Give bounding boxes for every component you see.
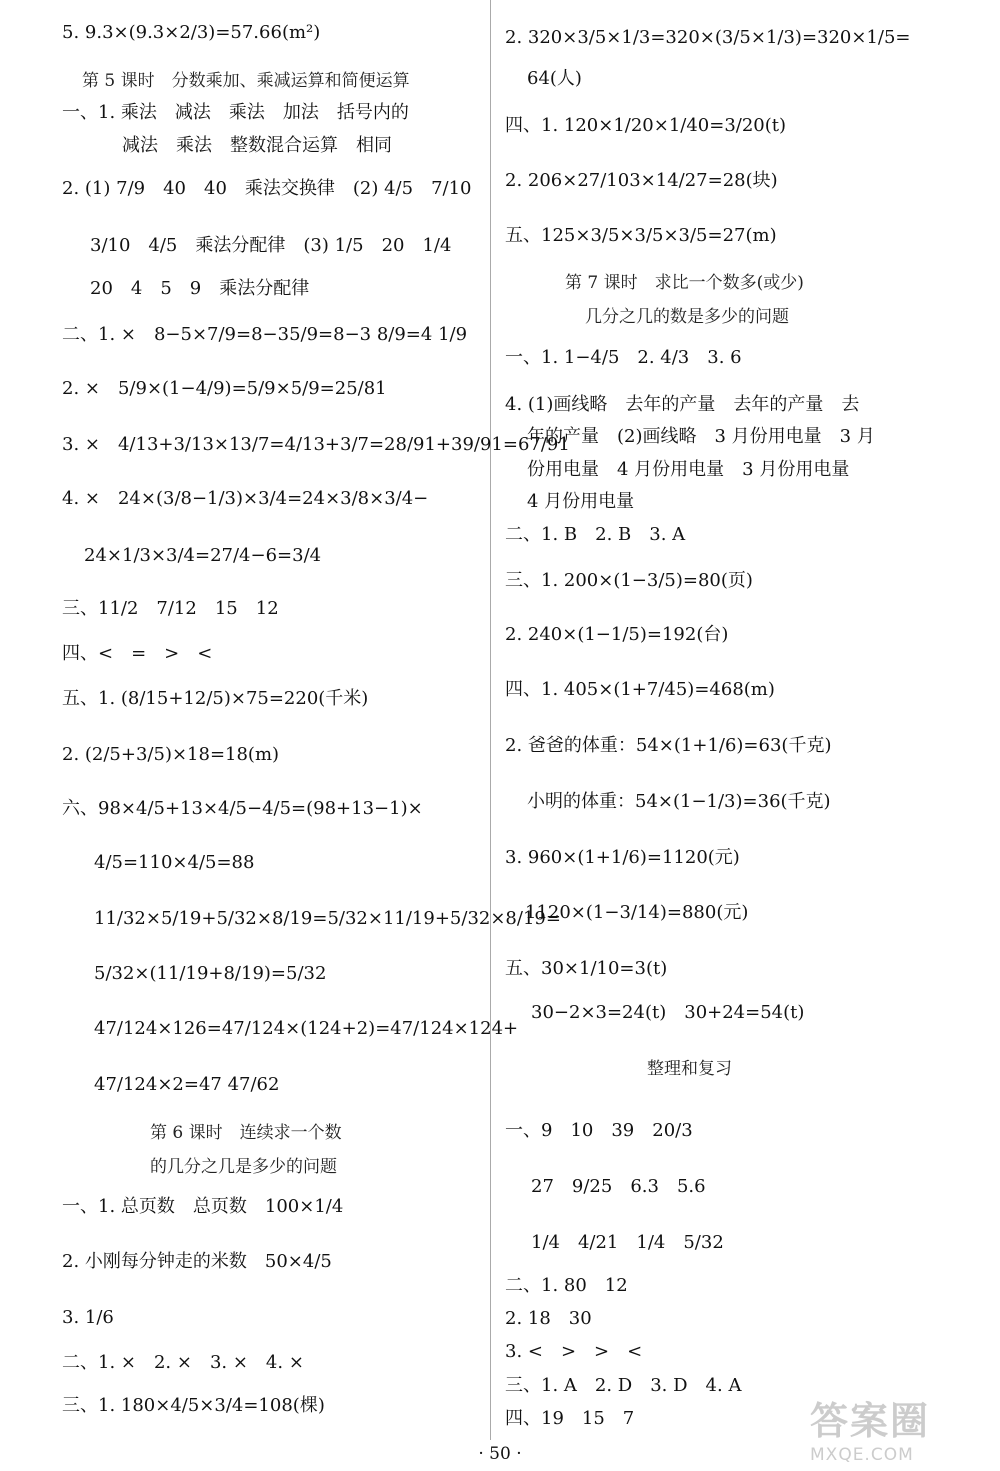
- answer-line: 二、1. × 8−5×7/9=8−35/9=8−3 8/9=4 1/9: [62, 324, 468, 345]
- watermark-logo: [810, 1390, 990, 1465]
- answer-line: 27 9/25 6.3 5.6: [531, 1176, 706, 1197]
- answer-line: 4/5=110×4/5=88: [94, 852, 255, 873]
- section-heading: 的几分之几是多少的问题: [150, 1157, 337, 1177]
- answer-line: 11/32×5/19+5/32×8/19=5/32×11/19+5/32×8/19=: [94, 908, 561, 929]
- answer-line: 一、1. 乘法 减法 乘法 加法 括号内的: [62, 102, 409, 123]
- answer-line: 四、19 15 7: [505, 1408, 635, 1429]
- watermark-url: MXQE.COM: [810, 1445, 914, 1465]
- answer-line: 六、98×4/5+13×4/5−4/5=(98+13−1)×: [62, 798, 423, 819]
- page-number: · 50 ·: [478, 1444, 522, 1464]
- answer-line: 五、1. (8/15+12/5)×75=220(千米): [62, 688, 369, 709]
- answer-line: 五、30×1/10=3(t): [505, 958, 668, 979]
- answer-line: 2. 小刚每分钟走的米数 50×4/5: [62, 1251, 332, 1272]
- answer-line: 30−2×3=24(t) 30+24=54(t): [531, 1002, 805, 1023]
- answer-line: 47/124×2=47 47/62: [94, 1074, 280, 1095]
- answer-line: 一、1. 1−4/5 2. 4/3 3. 6: [505, 347, 742, 368]
- answer-line: 47/124×126=47/124×(124+2)=47/124×124+: [94, 1018, 519, 1039]
- answer-line: 5/32×(11/19+8/19)=5/32: [94, 963, 327, 984]
- answer-line: 4. (1)画线略 去年的产量 去年的产量 去: [505, 394, 860, 415]
- watermark-title: 答案圈: [810, 1399, 931, 1443]
- answer-line: 2. 18 30: [505, 1308, 592, 1329]
- section-heading: 几分之几的数是多少的问题: [585, 307, 789, 327]
- column-divider: [490, 0, 491, 1440]
- answer-line: 2. 320×3/5×1/3=320×(3/5×1/3)=320×1/5=: [505, 27, 911, 48]
- section-heading: 整理和复习: [647, 1059, 732, 1079]
- answer-line: 4. × 24×(3/8−1/3)×3/4=24×3/8×3/4−: [62, 488, 429, 509]
- answer-line: 3. < > > <: [505, 1341, 643, 1362]
- answer-line: 四、1. 405×(1+7/45)=468(m): [505, 679, 775, 700]
- answer-line: 2. 206×27/103×14/27=28(块): [505, 170, 778, 191]
- answer-line: 2. × 5/9×(1−4/9)=5/9×5/9=25/81: [62, 378, 387, 399]
- answer-line: 减法 乘法 整数混合运算 相同: [122, 135, 392, 156]
- answer-line: 4 月份用电量: [527, 491, 635, 512]
- answer-line: 3. 1/6: [62, 1307, 114, 1328]
- answer-line: 三、1. A 2. D 3. D 4. A: [505, 1375, 742, 1396]
- answer-line: 3. × 4/13+3/13×13/7=4/13+3/7=28/91+39/91=67/91: [62, 434, 570, 455]
- answer-line: 5. 9.3×(9.3×2/3)=57.66(m²): [62, 22, 321, 43]
- answer-line: 三、1. 200×(1−3/5)=80(页): [505, 570, 753, 591]
- answer-line: 20 4 5 9 乘法分配律: [90, 278, 310, 299]
- answer-line: 二、1. 80 12: [505, 1275, 628, 1296]
- section-heading: 第 5 课时 分数乘加、乘减运算和简便运算: [82, 71, 410, 91]
- section-heading: 第 7 课时 求比一个数多(或少): [565, 273, 804, 293]
- answer-line: 2. 240×(1−1/5)=192(台): [505, 624, 729, 645]
- answer-line: 1120×(1−3/14)=880(元): [525, 902, 749, 923]
- answer-line: 四、< = > <: [62, 643, 213, 664]
- section-heading: 第 6 课时 连续求一个数: [150, 1123, 342, 1143]
- answer-line: 2. (2/5+3/5)×18=18(m): [62, 744, 280, 765]
- answer-line: 份用电量 4 月份用电量 3 月份用电量: [527, 459, 850, 480]
- answer-line: 2. (1) 7/9 40 40 乘法交换律 (2) 4/5 7/10: [62, 178, 472, 199]
- answer-line: 3/10 4/5 乘法分配律 (3) 1/5 20 1/4: [90, 235, 452, 256]
- answer-line: 年的产量 (2)画线略 3 月份用电量 3 月: [527, 426, 875, 447]
- answer-line: 1/4 4/21 1/4 5/32: [531, 1232, 724, 1253]
- answer-line: 一、1. 总页数 总页数 100×1/4: [62, 1196, 344, 1217]
- answer-line: 二、1. B 2. B 3. A: [505, 524, 686, 545]
- answer-line: 三、11/2 7/12 15 12: [62, 598, 279, 619]
- answer-line: 小明的体重：54×(1−1/3)=36(千克): [527, 791, 831, 812]
- answer-line: 64(人): [527, 68, 582, 89]
- answer-line: 2. 爸爸的体重：54×(1+1/6)=63(千克): [505, 735, 832, 756]
- answer-line: 3. 960×(1+1/6)=1120(元): [505, 847, 740, 868]
- answer-line: 四、1. 120×1/20×1/40=3/20(t): [505, 115, 787, 136]
- answer-line: 二、1. × 2. × 3. × 4. ×: [62, 1352, 304, 1373]
- answer-line: 三、1. 180×4/5×3/4=108(棵): [62, 1395, 325, 1416]
- answer-line: 五、125×3/5×3/5×3/5=27(m): [505, 225, 777, 246]
- answer-line: 一、9 10 39 20/3: [505, 1120, 693, 1141]
- answer-line: 24×1/3×3/4=27/4−6=3/4: [84, 545, 322, 566]
